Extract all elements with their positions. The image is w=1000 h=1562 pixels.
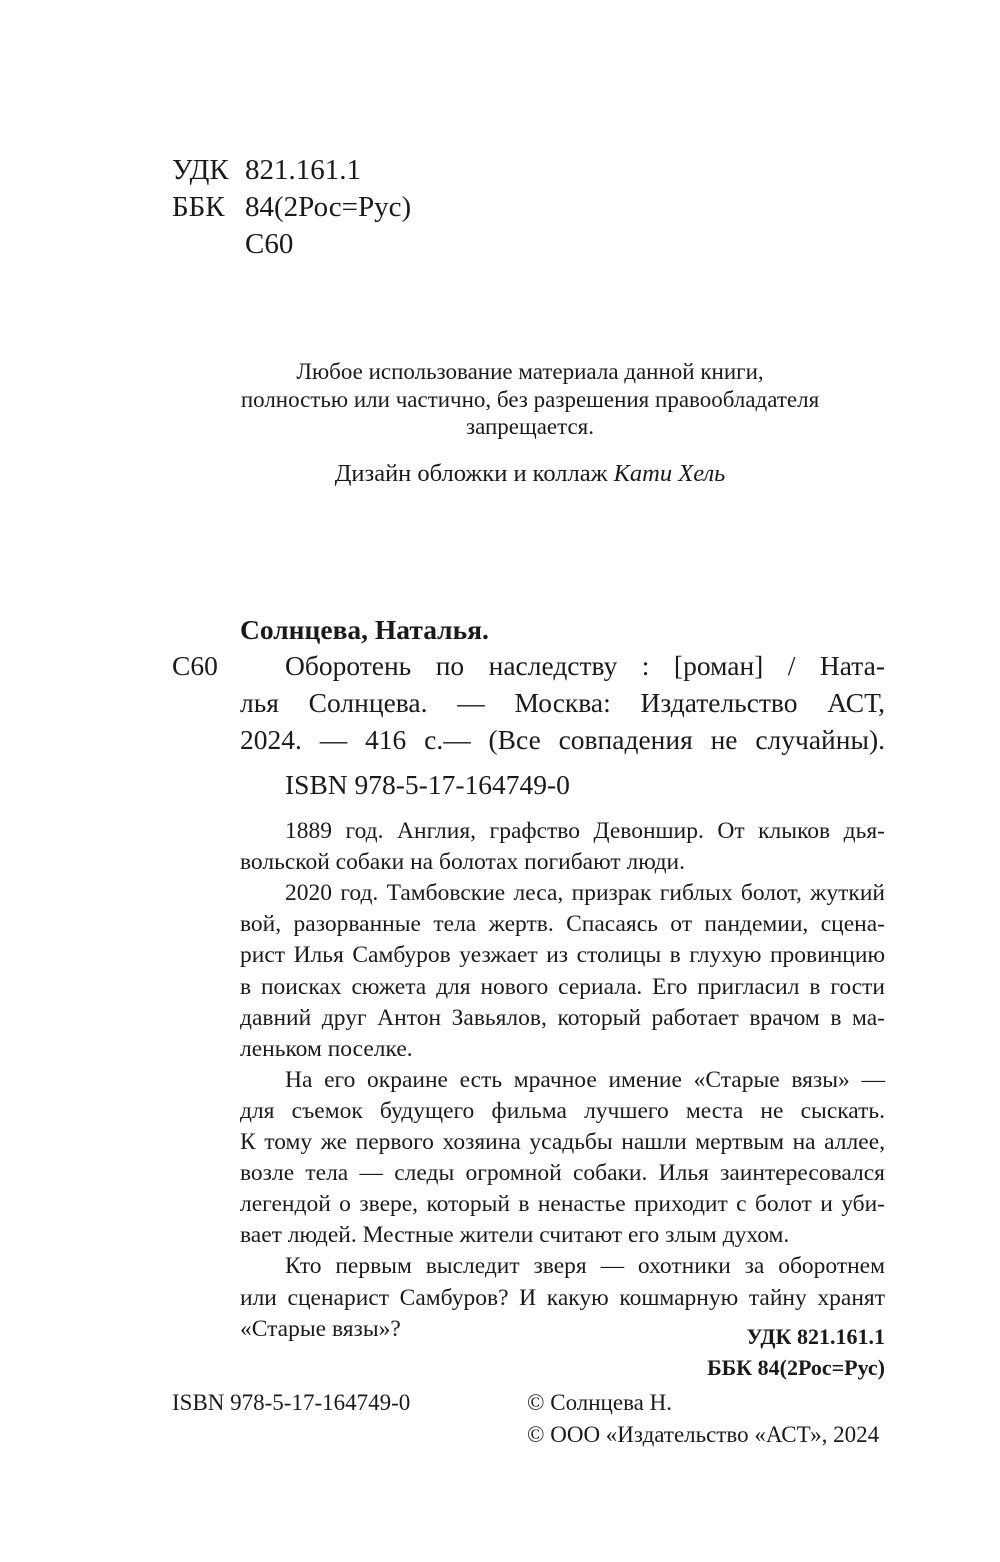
notice-line: Любое использование материала данной книги, [296,359,764,384]
bbk-value: 84(2Рос=Рус) [245,191,412,223]
footer-udk: УДК 821.161.1 [746,1324,885,1349]
annotation-line: 1889 год. Англия, графство Девоншир. От клыков дья- [285,818,885,844]
design-credit [0,460,1000,488]
annotation-line: К тому же первого хозяина усадьбы нашли мертвым на аллее, [240,1129,885,1155]
annotation-line: в поисках сюжета для нового сериала. Его пригласил в гости [240,973,885,1000]
udk-label: УДК [172,154,229,186]
annotation-line: леньком поселке. [240,1035,413,1062]
udk-value: 821.161.1 [245,154,361,186]
annotation-line: На его окраине есть мрачное имение «Старые вязы» — [285,1066,885,1093]
catalog-line: лья Солнцева. — Москва: Издательство АСТ, [240,687,885,718]
notice-line: полностью или частично, без разрешения правообладателя [240,387,820,412]
catalog-author: Солнцева, Наталья. [240,614,489,645]
annotation-line: или сценарист Самбуров? И какую кошмарную тайну хранят [240,1284,885,1311]
footer-bbk: ББК 84(2Рос=Рус) [707,1355,885,1380]
annotation-line: давний друг Антон Завьялов, который работает врачом в ма- [240,1004,885,1031]
author-mark: С60 [245,228,294,260]
annotation-line: Кто первым выследит зверя — охотники за оборотнем [285,1253,885,1280]
copyright-author: © Солнцева Н. [527,1390,672,1415]
annotation-line: легендой о звере, который в ненастье приходит с болот и уби- [240,1191,885,1218]
copyright-publisher: © ООО «Издательство «АСТ», 2024 [527,1422,880,1447]
footer-isbn: ISBN 978-5-17-164749-0 [172,1390,411,1415]
annotation-line: «Старые вязы»? [240,1315,401,1342]
annotation-line: вольской собаки на болотах погибают люди. [240,849,685,876]
notice-line: запрещается. [465,414,594,439]
annotation-line: для съемок будущего фильма лучшего места не сыскать. [240,1097,885,1124]
annotation-line: 2020 год. Тамбовские леса, призрак гиблых болот, жуткий [285,880,885,907]
catalog-mark: С60 [172,650,218,681]
annotation-line: вой, разорванные тела жертв. Спасаясь от пандемии, сцена- [240,911,885,938]
annotation-line: возле тела — следы огромной собаки. Илья заинтересовался [240,1160,885,1187]
catalog-line: 2024. — 416 с.— (Все совпадения не случайны). [240,724,885,755]
annotation-line: вает людей. Местные жители считают его злым духом. [240,1222,790,1249]
design-credit-text: Дизайн обложки и коллаж [334,460,608,487]
annotation-line: рист Илья Самбуров уезжает из столицы в глухую провинцию [240,942,885,969]
catalog-line: Оборотень по наследству : [роман] / Ната- [285,650,885,681]
designer-name: Кати Хель [613,460,726,487]
catalog-isbn: ISBN 978-5-17-164749-0 [285,769,570,800]
bbk-label: ББК [172,191,225,223]
